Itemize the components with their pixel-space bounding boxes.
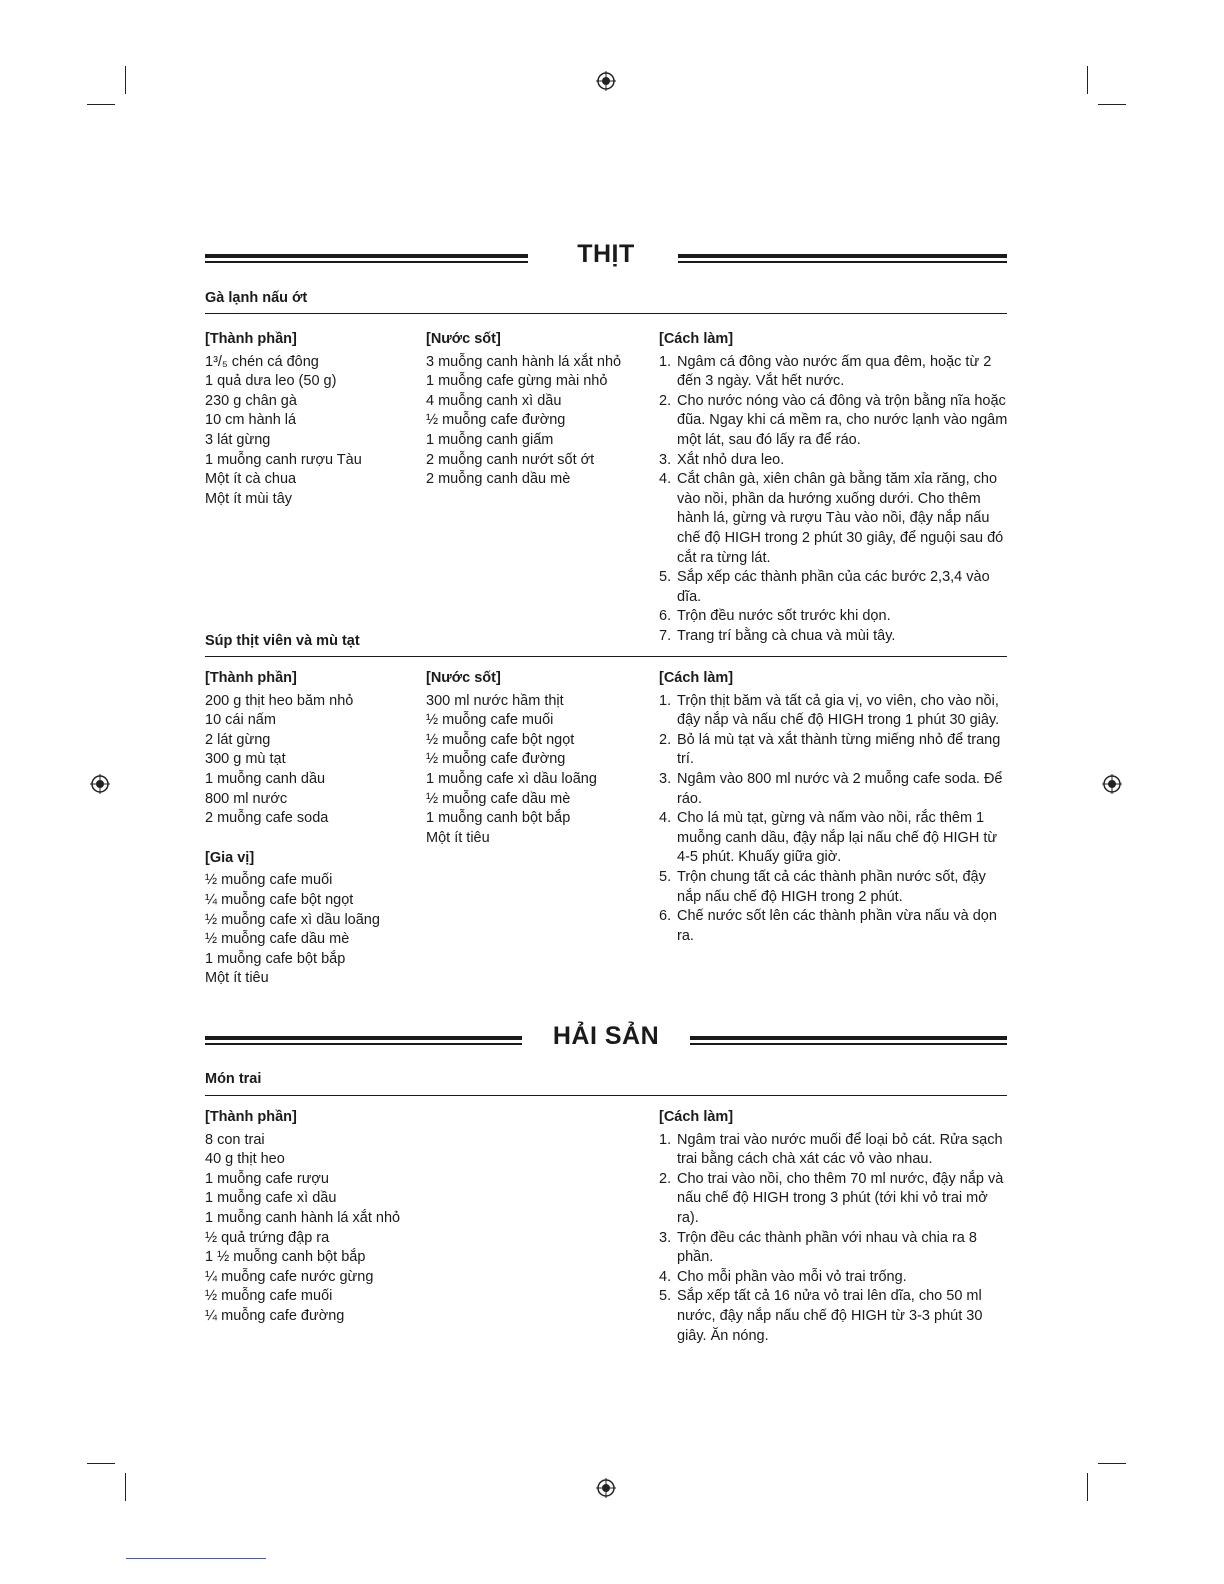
ingredients-column <box>205 1108 465 1327</box>
spice-heading: [Gia vị] <box>205 849 255 866</box>
list-item: 1 muỗng canh giấm <box>426 431 554 448</box>
method-column <box>659 1108 1009 1346</box>
list-item: 4 muỗng canh xì dầu <box>426 392 562 409</box>
method-steps <box>659 353 1009 647</box>
list-item: 1 muỗng canh hành lá xắt nhỏ <box>205 1209 401 1226</box>
method-step <box>659 907 1009 946</box>
crop-mark <box>1098 1463 1126 1464</box>
method-heading: [Cách làm] <box>659 331 734 347</box>
double-rule <box>678 254 1007 264</box>
method-step <box>659 1170 1009 1229</box>
method-step <box>659 1287 1009 1346</box>
divider <box>205 1095 1007 1096</box>
list-item: ¼ muỗng cafe nước gừng <box>205 1268 374 1285</box>
method-step <box>659 392 1009 451</box>
registration-mark-icon <box>1102 774 1122 794</box>
method-step <box>659 607 1009 627</box>
list-item: Một ít mùi tây <box>205 490 293 507</box>
list-item: ¼ muỗng cafe bột ngọt <box>205 891 354 908</box>
step-text: Ngâm cá đông vào nước ấm qua đêm, hoặc từ 2 đến 3 ngày. Vắt hết nước. <box>677 353 992 390</box>
step-text: Cắt chân gà, xiên chân gà bằng tăm xỉa răng, cho vào nồi, phần da hướng xuống dưới. Cho thêm hành lá, gừng và rượu Tàu vào nồi, đậy nắp nấu chế độ HIGH trong 2 phút 30 giây, để nguội sau đó cắt ra từng lát. <box>677 471 1004 566</box>
step-text: Sắp xếp các thành phần của các bước 2,3,4 vào dĩa. <box>677 569 990 605</box>
method-step <box>659 470 1009 568</box>
ingredients-list <box>205 1131 465 1327</box>
list-item: 1 ½ muỗng canh bột bắp <box>205 1249 366 1266</box>
ingredients-column <box>205 330 415 509</box>
crop-mark <box>1087 66 1088 94</box>
step-number: 2. <box>659 731 672 748</box>
ingredients-heading: [Thành phần] <box>205 331 297 347</box>
method-step <box>659 1131 1009 1170</box>
list-item: ¼ muỗng cafe đường <box>205 1307 345 1324</box>
step-text: Cho trai vào nồi, cho thêm 70 ml nước, đậy nắp và nấu chế độ HIGH trong 3 phút (tới khi vỏ trai mở ra). <box>677 1170 1004 1226</box>
step-number: 3. <box>659 1229 672 1246</box>
method-column <box>659 669 1009 946</box>
step-text: Cho lá mù tạt, gừng và nấm vào nồi, rắc thêm 1 muỗng canh dầu, đậy nắp lại nấu chế độ HIGH từ 4-5 phút. Khuấy giữa giờ. <box>677 810 998 866</box>
list-item: 300 ml nước hầm thịt <box>426 692 564 709</box>
recipe-title: Súp thịt viên và mù tạt <box>205 633 360 649</box>
list-item: 10 cái nấm <box>205 712 276 729</box>
list-item: 3 muỗng canh hành lá xắt nhỏ <box>426 353 622 370</box>
method-step <box>659 868 1009 907</box>
list-item: Một ít tiêu <box>205 970 269 987</box>
step-text: Cho nước nóng vào cá đông và trộn bằng nĩa hoặc đũa. Ngay khi cá mềm ra, cho nước lạnh vào ngâm một lát, sau đó lấy ra để ráo. <box>677 392 1008 448</box>
list-item: 10 cm hành lá <box>205 412 297 429</box>
method-step <box>659 568 1009 607</box>
step-number: 4. <box>659 471 672 488</box>
step-text: Trộn thịt băm và tất cả gia vị, vo viên, cho vào nồi, đậy nắp và nấu chế độ HIGH trong 1 phút 30 giây. <box>677 692 1000 729</box>
list-item: ½ muỗng cafe đường <box>426 412 566 429</box>
step-text: Xắt nhỏ dưa leo. <box>677 451 785 468</box>
step-number: 2. <box>659 1170 672 1187</box>
recipe-title: Gà lạnh nấu ớt <box>205 290 308 306</box>
list-item: ½ muỗng cafe muối <box>205 872 333 889</box>
step-text: Trộn chung tất cả các thành phần nước sốt, đậy nắp nấu chế độ HIGH trong 2 phút. <box>677 868 986 905</box>
step-text: Chế nước sốt lên các thành phần vừa nấu và dọn ra. <box>677 908 997 944</box>
list-item: ½ quả trứng đập ra <box>205 1229 330 1246</box>
spice-list <box>205 871 415 989</box>
list-item: 1 muỗng canh rượu Tàu <box>205 451 362 468</box>
crop-mark <box>87 1463 115 1464</box>
crop-mark <box>125 66 126 94</box>
method-steps <box>659 692 1009 947</box>
list-item: Một ít cà chua <box>205 471 297 488</box>
list-item: ½ muỗng cafe đường <box>426 751 566 768</box>
registration-mark-icon <box>596 71 616 91</box>
step-number: 3. <box>659 770 672 787</box>
method-step <box>659 1268 1009 1288</box>
step-number: 4. <box>659 810 672 827</box>
step-number: 1. <box>659 1131 672 1148</box>
list-item: 800 ml nước <box>205 790 288 807</box>
list-item: 1 muỗng cafe rượu <box>205 1170 330 1187</box>
list-item: 200 g thịt heo băm nhỏ <box>205 692 354 709</box>
method-column <box>659 330 1009 647</box>
step-number: 1. <box>659 692 672 709</box>
ingredients-heading: [Thành phần] <box>205 1109 297 1125</box>
recipe-title: Món trai <box>205 1071 262 1087</box>
list-item: 1 muỗng canh dầu <box>205 770 326 787</box>
list-item: Một ít tiêu <box>426 829 490 846</box>
step-text: Sắp xếp tất cả 16 nửa vỏ trai lên dĩa, cho 50 ml nước, đậy nắp nấu chế độ HIGH từ 3-3 phút 30 giây. Ăn nóng. <box>677 1288 983 1344</box>
registration-mark-icon <box>90 774 110 794</box>
section-title: HẢI SẢN <box>552 1022 660 1050</box>
crop-mark <box>1087 1473 1088 1501</box>
step-number: 3. <box>659 451 672 468</box>
registration-mark-icon <box>596 1478 616 1498</box>
list-item: 1 muỗng cafe gừng mài nhỏ <box>426 373 608 390</box>
list-item: 1 muỗng cafe xì dầu <box>205 1190 337 1207</box>
step-number: 6. <box>659 608 672 625</box>
divider <box>205 313 1007 314</box>
sauce-heading: [Nước sốt] <box>426 670 501 686</box>
crop-mark <box>87 104 115 105</box>
step-number: 5. <box>659 868 672 885</box>
list-item: ½ muỗng cafe xì dầu loãng <box>205 911 380 928</box>
step-number: 5. <box>659 1288 672 1305</box>
method-step <box>659 451 1009 471</box>
list-item: 1 muỗng canh bột bắp <box>426 810 571 827</box>
method-step <box>659 692 1009 731</box>
step-text: Ngâm trai vào nước muối để loại bỏ cát. Rửa sạch trai bằng cách chà xát các vỏ vào nhau. <box>677 1131 1003 1168</box>
method-step <box>659 809 1009 868</box>
sauce-list <box>426 692 651 849</box>
ingredients-list <box>205 692 415 829</box>
list-item: 1 muỗng cafe xì dầu loãng <box>426 770 597 787</box>
ingredients-list <box>205 353 415 510</box>
divider <box>205 656 1007 657</box>
list-item: 1³/₅ chén cá đông <box>205 353 319 370</box>
method-heading: [Cách làm] <box>659 1109 734 1125</box>
step-number: 5. <box>659 569 672 586</box>
list-item: 230 g chân gà <box>205 392 297 409</box>
step-number: 2. <box>659 392 672 409</box>
sauce-list <box>426 353 651 490</box>
list-item: 2 muỗng canh nướt sốt ớt <box>426 451 595 468</box>
list-item: ½ muỗng cafe bột ngọt <box>426 731 575 748</box>
ingredients-heading: [Thành phần] <box>205 670 297 686</box>
step-text: Bỏ lá mù tạt và xắt thành từng miếng nhỏ để trang trí. <box>677 731 1001 768</box>
method-step <box>659 770 1009 809</box>
list-item: 2 muỗng cafe soda <box>205 810 329 827</box>
list-item: 40 g thịt heo <box>205 1151 285 1168</box>
method-steps <box>659 1131 1009 1347</box>
method-heading: [Cách làm] <box>659 670 734 686</box>
list-item: 2 muỗng canh dầu mè <box>426 471 571 488</box>
step-text: Cho mỗi phần vào mỗi vỏ trai trống. <box>677 1268 907 1285</box>
crop-mark <box>1098 104 1126 105</box>
list-item: ½ muỗng cafe muối <box>205 1288 333 1305</box>
method-step <box>659 353 1009 392</box>
method-step <box>659 1229 1009 1268</box>
footer-underline <box>126 1558 266 1559</box>
step-number: 1. <box>659 353 672 370</box>
step-text: Ngâm vào 800 ml nước và 2 muỗng cafe soda. Để ráo. <box>677 770 1003 807</box>
list-item: ½ muỗng cafe muối <box>426 712 554 729</box>
sauce-heading: [Nước sốt] <box>426 331 501 347</box>
list-item: 300 g mù tạt <box>205 751 286 768</box>
method-step <box>659 627 1009 647</box>
section-header-meat <box>205 240 1007 276</box>
sauce-column <box>426 669 651 848</box>
step-number: 7. <box>659 627 672 644</box>
section-title: THỊT <box>577 240 635 268</box>
section-header-seafood <box>205 1022 1007 1058</box>
step-number: 6. <box>659 908 672 925</box>
method-step <box>659 731 1009 770</box>
list-item: 8 con trai <box>205 1131 265 1148</box>
ingredients-column <box>205 669 415 989</box>
double-rule <box>690 1036 1007 1046</box>
list-item: ½ muỗng cafe dầu mè <box>205 931 350 948</box>
step-text: Trang trí bằng cà chua và mùi tây. <box>677 627 896 644</box>
list-item: 1 quả dưa leo (50 g) <box>205 373 337 390</box>
list-item: ½ muỗng cafe dầu mè <box>426 790 571 807</box>
step-text: Trộn đều nước sốt trước khi dọn. <box>677 608 891 625</box>
step-number: 4. <box>659 1268 672 1285</box>
sauce-column <box>426 330 651 490</box>
step-text: Trộn đều các thành phần với nhau và chia ra 8 phần. <box>677 1229 977 1266</box>
list-item: 2 lát gừng <box>205 731 271 748</box>
list-item: 1 muỗng cafe bột bắp <box>205 950 346 967</box>
crop-mark <box>125 1473 126 1501</box>
list-item: 3 lát gừng <box>205 431 271 448</box>
